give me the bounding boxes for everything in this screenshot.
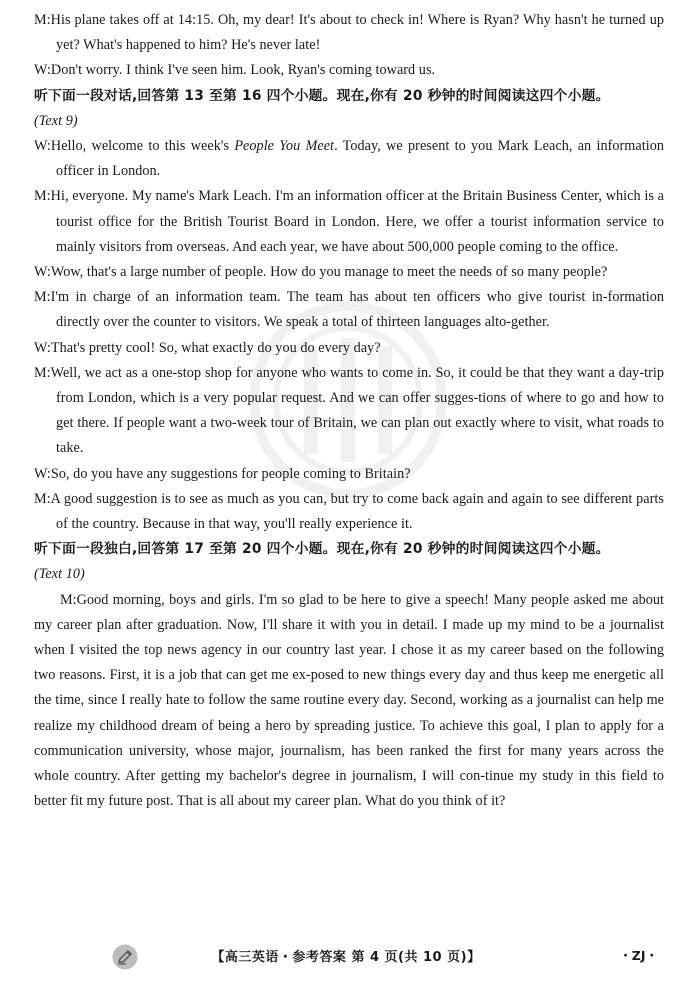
- section-instruction: 听下面一段独白,回答第 17 至第 20 四个小题。现在,你有 20 秒钟的时间阅读这四个小题。: [34, 541, 610, 558]
- dialogue-text: W:Hello, welcome to this week's: [34, 138, 235, 155]
- text-label: (Text 9): [34, 112, 78, 129]
- page-footer: [0, 940, 692, 974]
- section-instruction: 听下面一段对话,回答第 13 至第 16 四个小题。现在,你有 20 秒钟的时间阅读这四个小题。: [34, 87, 610, 104]
- dialogue-line: W:That's pretty cool! So, what exactly do you do every day?: [34, 339, 381, 356]
- dialogue-line: M:Well, we act as a one-stop shop for anyone who wants to come in. So, it could be that they want a day-trip from London, which is a very popular request. And we can offer sugges-tions of where to go and how to get there. If people want a two-week tour of Britain, we can plan out exactly where to visit, what roads to take.: [34, 364, 664, 457]
- dialogue-line: M:A good suggestion is to see as much as you can, but try to come back again and again to see different parts of the country. Because in that way, you'll really experience it.: [34, 490, 664, 533]
- monologue: M:Good morning, boys and girls. I'm so glad to be here to give a speech! Many people asked me about my career plan after graduation. Now, I'll share it with you in detail. I made up my mind to be a journalist when I visited the top news agency in our country last year. I chose it as my career based on the following two reasons. First, it is a job that can get me ex-posed to new things every day and thus keep me energetic all the time, since I really hate to follow the same routine every day. Second, working as a journalist can help me realize my childhood dream of being a hero by spreading justice. To achieve this goal, I plan to apply for a communication university, whose major, journalism, has been ranked the first for many years across the whole country. After getting my bachelor's degree in journalism, I will con-tinue my study in this field to better fit my future post. That is all about my career plan. What do you think of it?: [34, 591, 664, 810]
- footer-label: 【高三英语・参考答案 第 4 页(共 10 页)】: [211, 950, 481, 965]
- answer-transcript: [34, 8, 664, 815]
- dialogue-line: M:His plane takes off at 14:15. Oh, my dear! It's about to check in! Where is Ryan? Why hasn't he turned up yet? What's happened to him? He's never late!: [34, 12, 664, 54]
- program-title: People You Meet: [234, 138, 335, 155]
- dialogue-line: [34, 134, 664, 184]
- footer-code: ・ZJ・: [619, 948, 658, 963]
- dialogue-text: . Today, we present to you Mark Leach, an information officer in London.: [56, 138, 664, 180]
- dialogue-line: W:So, do you have any suggestions for people coming to Britain?: [34, 465, 411, 482]
- dialogue-line: W:Don't worry. I think I've seen him. Look, Ryan's coming toward us.: [34, 62, 436, 79]
- dialogue-line: W:Wow, that's a large number of people. How do you manage to meet the needs of so many people?: [34, 264, 608, 281]
- dialogue-line: M:I'm in charge of an information team. The team has about ten officers who give tourist in-formation directly over the counter to visitors. We speak a total of thirteen languages alto-gether.: [34, 289, 664, 331]
- dialogue-line: M:Hi, everyone. My name's Mark Leach. I'm an information officer at the Britain Business Center, which is a tourist office for the British Tourist Board in London. Here, we offer a tourist information service to mainly visitors from overseas. And each year, we have about 500,000 people coming to the office.: [34, 188, 664, 255]
- text-label: (Text 10): [34, 566, 85, 583]
